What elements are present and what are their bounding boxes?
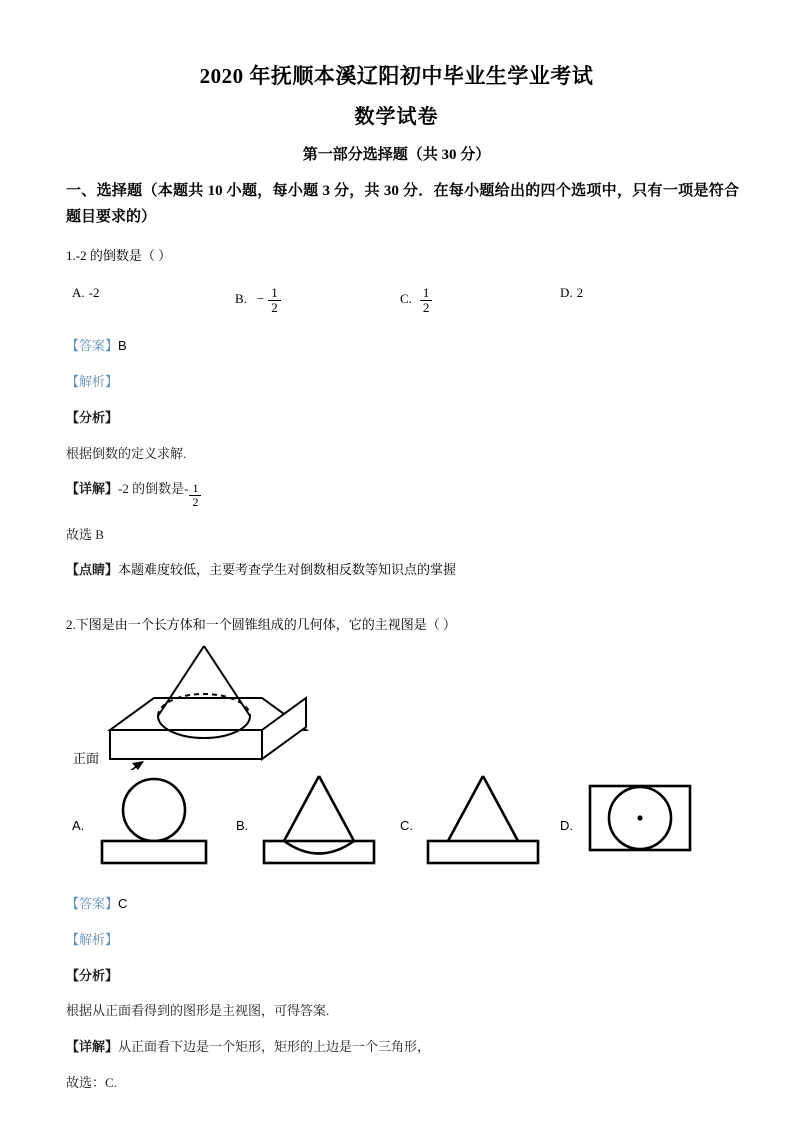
question-1-fenxi-tag-line [66,408,739,429]
xiangjie-fraction [189,482,201,508]
fenxi-text: 根据倒数的定义求解. [66,445,187,461]
dianjing-tag: 【点睛】 [66,562,119,578]
choice-c-numerator: 1 [420,286,433,301]
question-2-choice-d-label[interactable]: D. [560,817,573,833]
question-2-choice-d-figure[interactable] [582,774,722,870]
document-body [0,178,793,1094]
question-1-choice-c[interactable] [400,285,432,313]
question-2-answer [66,894,739,915]
question-1 [66,246,739,581]
question-2-stem: 2.下图是由一个长方体和一个圆锥组成的几何体，它的主视图是（ ） [66,617,457,633]
conclusion-text: 故选 B [66,526,104,542]
question-1-analysis-tag-line [66,372,739,393]
question-1-fenxi-text-line [66,444,739,465]
fenxi-tag: 【分析】 [66,967,119,983]
question-2-choice-a-figure[interactable] [94,774,234,870]
answer-value: B [118,338,127,354]
answer-tag: 【答案】 [66,338,119,354]
choice-c-denominator: 2 [422,299,430,315]
xiangjie-tag: 【详解】 [66,481,119,497]
answer-value: C [118,895,128,911]
question-1-xiangjie-line [66,479,739,509]
question-1-conclusion [66,525,739,546]
xiangjie-tag: 【详解】 [66,1039,119,1055]
choice-b-label: B. [235,291,247,307]
choice-a-value: -2 [88,285,100,301]
question-1-choice-b[interactable] [235,285,281,313]
question-2 [66,615,739,1094]
choice-b-fraction [268,286,281,314]
question-2-choice-b-label[interactable]: B. [236,817,249,833]
question-2-choices [66,774,739,882]
conclusion-text: 故选：C. [66,1074,117,1090]
question-1-dianjing-line [66,560,739,581]
choice-b-numerator: 1 [268,286,281,301]
question-1-answer [66,336,739,357]
choice-b-sign: − [256,291,265,307]
analysis-tag: 【解析】 [66,373,119,389]
choice-d-label: D. [560,285,573,301]
xiangjie-text: 从正面看下边是一个矩形，矩形的上边是一个三角形， [118,1039,431,1055]
question-1-choice-a[interactable] [72,285,99,301]
question-2-choice-c-label[interactable]: C. [400,817,413,833]
question-2-choice-a-label[interactable]: A. [72,817,85,833]
question-1-choice-d[interactable] [560,285,583,301]
fenxi-tag: 【分析】 [66,409,119,425]
question-2-xiangjie-line [66,1037,739,1058]
choice-c-label: C. [400,291,412,307]
section-heading: 一、选择题（本题共 10 小题，每小题 3 分，共 30 分．在每小题给出的四个选项中，只有一项是符合题目要求的） [66,182,739,226]
page-subtitle: 数学试卷 [354,106,439,129]
cone-on-cuboid-diagram [66,642,326,770]
choice-d-value: 2 [576,285,584,301]
part-title: 第一部分选择题（共 30 分） [302,147,491,164]
question-2-analysis-tag-line [66,930,739,951]
question-2-choice-b-figure[interactable] [258,774,398,870]
question-2-fenxi-text-line [66,1001,739,1022]
choice-b-denominator: 2 [271,299,278,315]
choice-c-fraction [420,286,433,314]
answer-tag: 【答案】 [66,895,119,911]
dianjing-text: 本题难度较低，主要考查学生对倒数相反数等知识点的掌握 [118,562,457,578]
question-2-conclusion [66,1073,739,1094]
xiangjie-denominator: 2 [192,494,199,509]
question-1-choices [66,277,739,321]
question-2-choice-c-figure[interactable] [422,774,562,870]
page-title: 2020 年抚顺本溪辽阳初中毕业生学业考试 [199,64,594,88]
xiangjie-numerator: 1 [189,482,201,496]
analysis-tag: 【解析】 [66,931,119,947]
xiangjie-prefix: -2 的倒数是- [118,481,189,497]
question-2-fenxi-tag-line [66,966,739,987]
question-2-solid-figure [66,642,739,770]
fenxi-text: 根据从正面看得到的图形是主视图，可得答案. [66,1003,330,1019]
choice-a-label: A. [72,285,85,301]
question-1-stem: 1.-2 的倒数是（ ） [66,248,172,264]
front-face-label: 正面 [73,750,100,766]
